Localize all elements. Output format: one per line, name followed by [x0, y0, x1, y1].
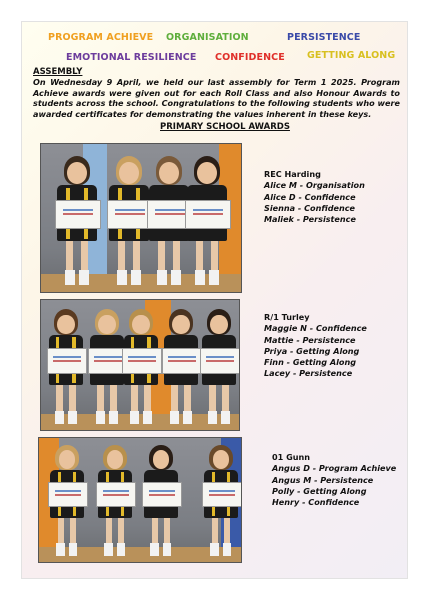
- class-photo-rec-harding: [40, 143, 242, 293]
- award-entry: Finn - Getting Along: [264, 357, 356, 368]
- student-figure: [163, 309, 200, 428]
- student-figure: [56, 156, 97, 290]
- student-figure: [48, 309, 85, 428]
- class-list-r1-turley: [264, 312, 367, 380]
- award-entry: Alice D - Confidence: [264, 191, 356, 202]
- student-figure: [49, 445, 85, 561]
- award-entry: Alice M - Organisation: [264, 180, 365, 191]
- award-entry: Maggie N - Confidence: [264, 323, 367, 334]
- student-figure: [108, 156, 149, 290]
- assembly-heading: ASSEMBLY: [33, 67, 83, 77]
- student-figure: [97, 445, 133, 561]
- class-photo-01-gunn: [38, 437, 242, 563]
- class-photo-r1-turley: [40, 299, 240, 431]
- keyword-organisation: ORGANISATION: [166, 32, 249, 43]
- student-figure: [143, 445, 179, 561]
- student-figure: [148, 156, 189, 290]
- keyword-emotional-resilience: EMOTIONAL RESILIENCE: [66, 52, 197, 63]
- keyword-getting-along: GETTING ALONG: [307, 50, 396, 61]
- class-list-01-gunn: [272, 452, 396, 508]
- award-entry: Priya - Getting Along: [264, 345, 360, 356]
- class-list-rec-harding: [264, 169, 365, 225]
- primary-awards-heading: PRIMARY SCHOOL AWARDS: [160, 122, 290, 132]
- class-name: REC Harding: [264, 169, 321, 179]
- student-figure: [89, 309, 126, 428]
- award-entry: Henry - Confidence: [272, 497, 360, 508]
- assembly-paragraph: On Wednesday 9 April, we held our last assembly for Term 1 2025. Program Achieve awards were given out for each Roll Class and also Honour Awards to students across the school. Congratulations to the following students who were awarded certificates for demonstrating the values inherent in these keys.: [33, 77, 400, 119]
- class-name: R/1 Turley: [264, 312, 310, 322]
- keyword-confidence: CONFIDENCE: [215, 52, 285, 63]
- keyword-program-achieve: PROGRAM ACHIEVE: [48, 32, 154, 43]
- award-entry: Polly - Getting Along: [272, 485, 367, 496]
- award-entry: Mattie - Persistence: [264, 334, 356, 345]
- award-entry: Maliek - Persistence: [264, 214, 356, 225]
- award-entry: Angus M - Persistence: [272, 474, 374, 485]
- class-name: 01 Gunn: [272, 452, 311, 462]
- student-figure: [123, 309, 160, 428]
- student-figure: [201, 309, 238, 428]
- award-entry: Angus D - Program Achieve: [272, 463, 397, 474]
- keyword-persistence: PERSISTENCE: [287, 32, 361, 43]
- student-figure: [186, 156, 227, 290]
- award-entry: Sienna - Confidence: [264, 202, 356, 213]
- student-figure: [203, 445, 239, 561]
- award-entry: Lacey - Persistence: [264, 368, 353, 379]
